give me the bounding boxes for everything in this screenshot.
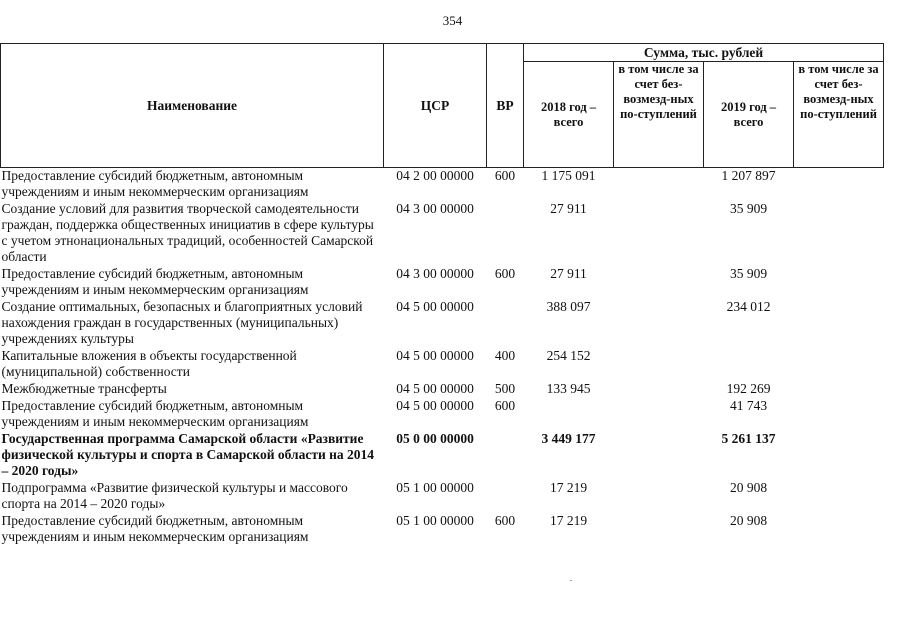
- row-vr: [487, 299, 524, 348]
- row-2019-total: 5 261 137: [721, 431, 776, 446]
- table-row: [1, 480, 884, 513]
- table-row: [1, 398, 884, 431]
- row-vr: 600: [494, 168, 516, 183]
- row-vr: [487, 480, 524, 513]
- row-2018-gratis: [614, 431, 704, 480]
- row-2018-total: 17 219: [549, 513, 588, 528]
- row-vr: 600: [494, 266, 516, 281]
- table-header: [1, 44, 884, 168]
- row-csr: 04 5 00 00000: [396, 348, 474, 363]
- table-row: [1, 513, 884, 546]
- row-2019-total: 192 269: [726, 381, 771, 396]
- header-2018-total: 2018 год – всего: [524, 62, 614, 168]
- row-name: Государственная программа Самарской области «Развитие физической культуры и спорта в Самарской области на 2014 – 2020 годы»: [1, 431, 375, 478]
- row-vr: 500: [494, 381, 516, 396]
- row-2019-total: 35 909: [729, 201, 768, 216]
- row-2018-total: 388 097: [546, 299, 591, 314]
- row-2018-total: 27 911: [550, 266, 587, 281]
- row-2019-gratis: [794, 266, 884, 299]
- row-vr: 400: [494, 348, 516, 363]
- row-2018-gratis: [614, 480, 704, 513]
- header-2019-total: 2019 год – всего: [704, 62, 794, 168]
- row-vr: 600: [494, 398, 516, 413]
- row-2019-total: 35 909: [729, 266, 768, 281]
- table-row: [1, 168, 884, 202]
- row-name: Предоставление субсидий бюджетным, автономным учреждениям и иным некоммерческим организациям: [1, 168, 309, 199]
- row-name: Капитальные вложения в объекты государственной (муниципальной) собственности: [1, 348, 297, 379]
- row-2019-total: 41 743: [729, 398, 768, 413]
- budget-table: [0, 43, 884, 546]
- row-2019-total: 20 908: [729, 480, 768, 495]
- row-2018-gratis: [614, 168, 704, 202]
- header-vr: ВР: [487, 44, 524, 168]
- row-2018-total: 133 945: [546, 381, 591, 396]
- row-2019-gratis: [794, 299, 884, 348]
- header-name: Наименование: [1, 44, 384, 168]
- row-name: Межбюджетные трансферты: [1, 381, 167, 396]
- row-csr: 04 3 00 00000: [396, 201, 474, 216]
- row-csr: 04 3 00 00000: [396, 266, 474, 281]
- table-row: [1, 266, 884, 299]
- row-2018-gratis: [614, 348, 704, 381]
- row-2018-total: 27 911: [550, 201, 587, 216]
- row-2018-gratis: [614, 398, 704, 431]
- row-name: Предоставление субсидий бюджетным, автономным учреждениям и иным некоммерческим организациям: [1, 398, 309, 429]
- row-2018-total: 17 219: [549, 480, 588, 495]
- row-name: Подпрограмма «Развитие физической культуры и массового спорта на 2014 – 2020 годы»: [1, 480, 348, 511]
- table-row: [1, 201, 884, 266]
- row-2019-gratis: [794, 398, 884, 431]
- row-2019-gratis: [794, 348, 884, 381]
- row-csr: 04 5 00 00000: [396, 381, 474, 396]
- row-2019-total: 1 207 897: [721, 168, 776, 183]
- row-2018-total: 254 152: [546, 348, 591, 363]
- row-2019-gratis: [794, 480, 884, 513]
- row-2019-gratis: [794, 168, 884, 202]
- row-2018-total: 3 449 177: [541, 431, 596, 446]
- page-number: 354: [442, 13, 463, 28]
- row-vr: [487, 431, 524, 480]
- scan-speck: [570, 580, 572, 581]
- table-row: [1, 299, 884, 348]
- row-csr: 04 5 00 00000: [396, 299, 474, 314]
- row-name: Предоставление субсидий бюджетным, автономным учреждениям и иным некоммерческим организациям: [1, 513, 309, 544]
- row-name: Предоставление субсидий бюджетным, автономным учреждениям и иным некоммерческим организациям: [1, 266, 309, 297]
- table-row: [1, 348, 884, 381]
- row-vr: [487, 201, 524, 266]
- row-2019-total: 20 908: [729, 513, 768, 528]
- row-vr: 600: [494, 513, 516, 528]
- row-2018-gratis: [614, 266, 704, 299]
- row-2019-total: [704, 348, 794, 381]
- row-csr: 04 5 00 00000: [396, 398, 474, 413]
- header-2019-gratis: в том числе за счет без-возмезд-ных по-ступлений: [794, 62, 884, 168]
- row-2019-gratis: [794, 201, 884, 266]
- row-2019-total: 234 012: [726, 299, 771, 314]
- row-csr: 05 1 00 00000: [396, 480, 474, 495]
- row-2019-gratis: [794, 431, 884, 480]
- row-2019-gratis: [794, 513, 884, 546]
- row-2018-gratis: [614, 299, 704, 348]
- row-csr: 05 1 00 00000: [396, 513, 474, 528]
- row-csr: 04 2 00 00000: [396, 168, 474, 183]
- header-2018-gratis: в том числе за счет без-возмезд-ных по-ступлений: [614, 62, 704, 168]
- row-csr: 05 0 00 00000: [396, 431, 474, 446]
- row-name: Создание оптимальных, безопасных и благоприятных условий нахождения граждан в государственных (муниципальных) учреждениях культуры: [1, 299, 363, 346]
- row-2018-gratis: [614, 201, 704, 266]
- row-2019-gratis: [794, 381, 884, 398]
- row-name: Создание условий для развития творческой самодеятельности граждан, поддержка общественных инициатив в сфере культуры с учетом этнонациональных традиций, особенностей Самарской области: [1, 201, 374, 264]
- header-sum-group: Сумма, тыс. рублей: [524, 44, 884, 62]
- row-2018-gratis: [614, 513, 704, 546]
- header-csr: ЦСР: [384, 44, 487, 168]
- table-row: [1, 431, 884, 480]
- table-row: [1, 381, 884, 398]
- row-2018-total: [524, 398, 614, 431]
- row-2018-gratis: [614, 381, 704, 398]
- row-2018-total: 1 175 091: [541, 168, 596, 183]
- table-body: [1, 168, 884, 547]
